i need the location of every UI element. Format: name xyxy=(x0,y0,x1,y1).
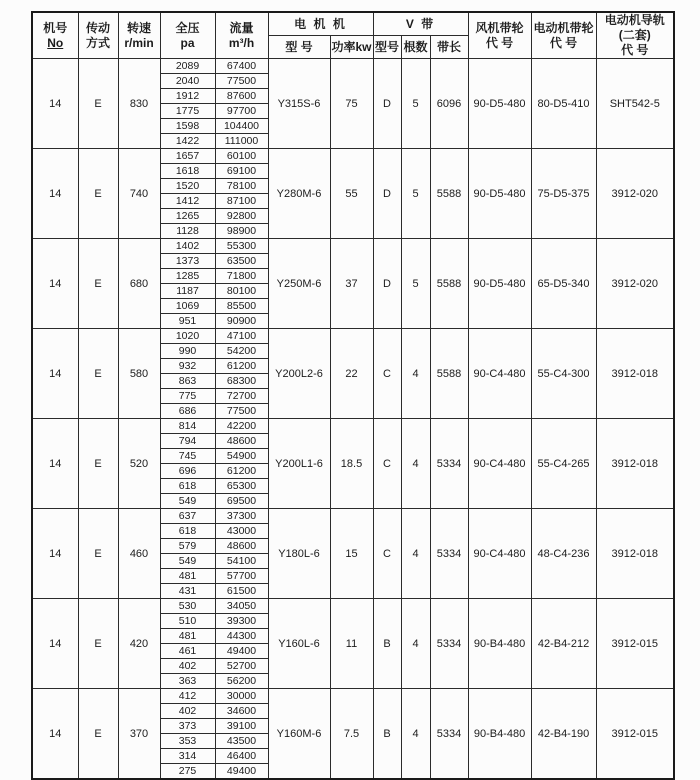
header-vbelt-group xyxy=(373,12,468,36)
cell-belt-model: B xyxy=(373,689,401,780)
header-motor-power xyxy=(330,36,373,59)
cell-machine-no: 14 xyxy=(32,689,78,780)
cell-belt-length: 5334 xyxy=(430,689,468,780)
cell-motor-power: 18.5 xyxy=(330,419,373,509)
cell-pressure: 2089 xyxy=(160,59,215,74)
cell-flow: 49400 xyxy=(215,644,268,659)
cell-flow: 77500 xyxy=(215,404,268,419)
header-line: (二套) xyxy=(618,28,651,42)
cell-motor-model: Y160M-6 xyxy=(268,689,330,780)
cell-flow: 57700 xyxy=(215,569,268,584)
cell-flow: 61200 xyxy=(215,359,268,374)
cell-motor-pulley-code: 42-B4-190 xyxy=(531,689,596,780)
cell-pressure: 990 xyxy=(160,344,215,359)
cell-rail-code: 3912-020 xyxy=(596,149,674,239)
cell-flow: 61500 xyxy=(215,584,268,599)
header-line: 电动机带轮 xyxy=(533,20,594,35)
cell-flow: 49400 xyxy=(215,764,268,780)
cell-pressure: 579 xyxy=(160,539,215,554)
cell-flow: 42200 xyxy=(215,419,268,434)
header-line: 电 机 机 xyxy=(294,16,347,31)
header-line: pa xyxy=(180,35,195,50)
cell-pressure: 1285 xyxy=(160,269,215,284)
header-line: 风机带轮 xyxy=(475,20,524,35)
header-belt-model xyxy=(373,36,401,59)
cell-flow: 48600 xyxy=(215,434,268,449)
cell-belt-count: 4 xyxy=(401,419,430,509)
cell-flow: 56200 xyxy=(215,674,268,689)
cell-pressure: 481 xyxy=(160,629,215,644)
cell-flow: 46400 xyxy=(215,749,268,764)
cell-machine-no: 14 xyxy=(32,599,78,689)
cell-flow: 43500 xyxy=(215,734,268,749)
cell-machine-no: 14 xyxy=(32,239,78,329)
cell-pressure: 637 xyxy=(160,509,215,524)
fan-motor-spec-table xyxy=(31,11,675,780)
cell-speed: 740 xyxy=(118,149,160,239)
cell-flow: 78100 xyxy=(215,179,268,194)
cell-flow: 68300 xyxy=(215,374,268,389)
cell-pressure: 745 xyxy=(160,449,215,464)
cell-motor-power: 37 xyxy=(330,239,373,329)
cell-flow: 55300 xyxy=(215,239,268,254)
cell-rail-code: SHT542-5 xyxy=(596,59,674,149)
table-row xyxy=(32,689,674,704)
cell-rail-code: 3912-015 xyxy=(596,689,674,780)
cell-fan-pulley-code: 90-D5-480 xyxy=(468,59,531,149)
cell-belt-length: 5588 xyxy=(430,329,468,419)
cell-pressure: 275 xyxy=(160,764,215,780)
cell-speed: 830 xyxy=(118,59,160,149)
cell-rail-code: 3912-015 xyxy=(596,599,674,689)
cell-speed: 420 xyxy=(118,599,160,689)
cell-belt-model: B xyxy=(373,599,401,689)
table-row xyxy=(32,149,674,164)
header-total-pressure xyxy=(160,12,215,59)
cell-pressure: 1520 xyxy=(160,179,215,194)
cell-rail-code: 3912-018 xyxy=(596,419,674,509)
header-fan-pulley-code xyxy=(468,12,531,59)
cell-pressure: 1912 xyxy=(160,89,215,104)
cell-flow: 69500 xyxy=(215,494,268,509)
cell-pressure: 314 xyxy=(160,749,215,764)
cell-pressure: 402 xyxy=(160,659,215,674)
cell-speed: 680 xyxy=(118,239,160,329)
cell-pressure: 951 xyxy=(160,314,215,329)
cell-rail-code: 3912-020 xyxy=(596,239,674,329)
header-belt-count xyxy=(401,36,430,59)
cell-motor-pulley-code: 65-D5-340 xyxy=(531,239,596,329)
cell-pressure: 2040 xyxy=(160,74,215,89)
cell-motor-model: Y280M-6 xyxy=(268,149,330,239)
cell-drive-type: E xyxy=(78,59,118,149)
cell-motor-pulley-code: 80-D5-410 xyxy=(531,59,596,149)
cell-pressure: 618 xyxy=(160,479,215,494)
cell-pressure: 373 xyxy=(160,719,215,734)
header-line: 机号 xyxy=(43,20,68,35)
cell-flow: 43000 xyxy=(215,524,268,539)
cell-motor-power: 11 xyxy=(330,599,373,689)
cell-motor-pulley-code: 42-B4-212 xyxy=(531,599,596,689)
cell-machine-no: 14 xyxy=(32,509,78,599)
cell-flow: 54200 xyxy=(215,344,268,359)
cell-flow: 47100 xyxy=(215,329,268,344)
cell-drive-type: E xyxy=(78,509,118,599)
cell-belt-count: 4 xyxy=(401,599,430,689)
cell-pressure: 1020 xyxy=(160,329,215,344)
cell-belt-model: C xyxy=(373,419,401,509)
header-line: 带长 xyxy=(437,39,462,54)
cell-pressure: 1775 xyxy=(160,104,215,119)
cell-motor-pulley-code: 55-C4-300 xyxy=(531,329,596,419)
cell-flow: 87100 xyxy=(215,194,268,209)
header-line: V 带 xyxy=(405,16,436,31)
cell-drive-type: E xyxy=(78,149,118,239)
cell-belt-count: 4 xyxy=(401,329,430,419)
header-line: 代 号 xyxy=(485,35,514,50)
cell-motor-model: Y160L-6 xyxy=(268,599,330,689)
cell-pressure: 431 xyxy=(160,584,215,599)
header-motor-pulley-code xyxy=(531,12,596,59)
cell-fan-pulley-code: 90-D5-480 xyxy=(468,239,531,329)
header-line: 传动 xyxy=(85,20,110,35)
cell-flow: 72700 xyxy=(215,389,268,404)
table-row xyxy=(32,59,674,74)
cell-belt-count: 5 xyxy=(401,149,430,239)
cell-flow: 69100 xyxy=(215,164,268,179)
table-row xyxy=(32,419,674,434)
cell-pressure: 402 xyxy=(160,704,215,719)
cell-pressure: 1598 xyxy=(160,119,215,134)
cell-belt-count: 5 xyxy=(401,59,430,149)
cell-fan-pulley-code: 90-B4-480 xyxy=(468,599,531,689)
cell-motor-power: 55 xyxy=(330,149,373,239)
header-motor-group xyxy=(268,12,373,36)
header-motor-model xyxy=(268,36,330,59)
cell-pressure: 1657 xyxy=(160,149,215,164)
cell-motor-pulley-code: 75-D5-375 xyxy=(531,149,596,239)
cell-flow: 39300 xyxy=(215,614,268,629)
cell-pressure: 863 xyxy=(160,374,215,389)
cell-machine-no: 14 xyxy=(32,149,78,239)
cell-flow: 80100 xyxy=(215,284,268,299)
cell-flow: 39100 xyxy=(215,719,268,734)
cell-motor-power: 22 xyxy=(330,329,373,419)
header-line: 型 号 xyxy=(285,39,313,54)
cell-motor-power: 75 xyxy=(330,59,373,149)
cell-pressure: 363 xyxy=(160,674,215,689)
cell-fan-pulley-code: 90-D5-480 xyxy=(468,149,531,239)
cell-motor-model: Y315S-6 xyxy=(268,59,330,149)
header-line: 转速 xyxy=(126,20,151,35)
cell-flow: 65300 xyxy=(215,479,268,494)
cell-rail-code: 3912-018 xyxy=(596,509,674,599)
cell-flow: 77500 xyxy=(215,74,268,89)
cell-flow: 54900 xyxy=(215,449,268,464)
cell-flow: 34600 xyxy=(215,704,268,719)
cell-speed: 460 xyxy=(118,509,160,599)
cell-belt-count: 5 xyxy=(401,239,430,329)
cell-drive-type: E xyxy=(78,419,118,509)
cell-motor-power: 15 xyxy=(330,509,373,599)
cell-flow: 97700 xyxy=(215,104,268,119)
cell-motor-model: Y250M-6 xyxy=(268,239,330,329)
cell-belt-length: 6096 xyxy=(430,59,468,149)
cell-pressure: 549 xyxy=(160,554,215,569)
cell-pressure: 1128 xyxy=(160,224,215,239)
cell-flow: 48600 xyxy=(215,539,268,554)
cell-flow: 104400 xyxy=(215,119,268,134)
cell-flow: 44300 xyxy=(215,629,268,644)
cell-flow: 98900 xyxy=(215,224,268,239)
cell-fan-pulley-code: 90-B4-480 xyxy=(468,689,531,780)
cell-fan-pulley-code: 90-C4-480 xyxy=(468,329,531,419)
cell-belt-model: D xyxy=(373,239,401,329)
cell-speed: 580 xyxy=(118,329,160,419)
cell-belt-model: D xyxy=(373,59,401,149)
cell-flow: 34050 xyxy=(215,599,268,614)
cell-motor-model: Y200L2-6 xyxy=(268,329,330,419)
table-row xyxy=(32,329,674,344)
cell-drive-type: E xyxy=(78,599,118,689)
cell-flow: 92800 xyxy=(215,209,268,224)
cell-flow: 71800 xyxy=(215,269,268,284)
cell-flow: 87600 xyxy=(215,89,268,104)
cell-speed: 520 xyxy=(118,419,160,509)
cell-belt-model: C xyxy=(373,329,401,419)
cell-pressure: 353 xyxy=(160,734,215,749)
cell-flow: 30000 xyxy=(215,689,268,704)
cell-motor-power: 7.5 xyxy=(330,689,373,780)
cell-motor-pulley-code: 55-C4-265 xyxy=(531,419,596,509)
header-flow-rate xyxy=(215,12,268,59)
cell-pressure: 696 xyxy=(160,464,215,479)
cell-flow: 111000 xyxy=(215,134,268,149)
table-row xyxy=(32,239,674,254)
cell-pressure: 1412 xyxy=(160,194,215,209)
cell-flow: 60100 xyxy=(215,149,268,164)
table-row xyxy=(32,509,674,524)
table-row xyxy=(32,599,674,614)
cell-pressure: 461 xyxy=(160,644,215,659)
cell-pressure: 814 xyxy=(160,419,215,434)
cell-fan-pulley-code: 90-C4-480 xyxy=(468,419,531,509)
table-header xyxy=(32,12,674,59)
cell-belt-model: C xyxy=(373,509,401,599)
header-motor-rail-code xyxy=(596,12,674,59)
cell-pressure: 1402 xyxy=(160,239,215,254)
cell-belt-length: 5334 xyxy=(430,599,468,689)
cell-speed: 370 xyxy=(118,689,160,780)
cell-belt-length: 5588 xyxy=(430,239,468,329)
table-body xyxy=(32,59,674,780)
cell-motor-model: Y200L1-6 xyxy=(268,419,330,509)
cell-drive-type: E xyxy=(78,689,118,780)
cell-belt-count: 4 xyxy=(401,509,430,599)
cell-motor-pulley-code: 48-C4-236 xyxy=(531,509,596,599)
cell-pressure: 1265 xyxy=(160,209,215,224)
cell-flow: 63500 xyxy=(215,254,268,269)
cell-pressure: 530 xyxy=(160,599,215,614)
header-line: 根数 xyxy=(403,39,428,54)
cell-pressure: 932 xyxy=(160,359,215,374)
header-line: r/min xyxy=(124,35,154,50)
cell-motor-model: Y180L-6 xyxy=(268,509,330,599)
cell-pressure: 412 xyxy=(160,689,215,704)
header-line: 全压 xyxy=(175,20,200,35)
cell-flow: 52700 xyxy=(215,659,268,674)
cell-pressure: 686 xyxy=(160,404,215,419)
header-line: 方式 xyxy=(85,35,110,50)
header-drive-type xyxy=(78,12,118,59)
header-line: 电动机导轨 xyxy=(604,13,665,27)
cell-pressure: 618 xyxy=(160,524,215,539)
cell-flow: 61200 xyxy=(215,464,268,479)
cell-pressure: 1373 xyxy=(160,254,215,269)
cell-belt-count: 4 xyxy=(401,689,430,780)
cell-machine-no: 14 xyxy=(32,59,78,149)
cell-pressure: 481 xyxy=(160,569,215,584)
cell-flow: 90900 xyxy=(215,314,268,329)
header-line: 流量 xyxy=(229,20,254,35)
cell-pressure: 775 xyxy=(160,389,215,404)
cell-pressure: 510 xyxy=(160,614,215,629)
cell-belt-model: D xyxy=(373,149,401,239)
header-line: 功率kw xyxy=(331,39,372,54)
header-line: m³/h xyxy=(228,35,255,50)
header-line: 代 号 xyxy=(621,43,649,57)
cell-drive-type: E xyxy=(78,329,118,419)
cell-belt-length: 5588 xyxy=(430,149,468,239)
cell-machine-no: 14 xyxy=(32,419,78,509)
header-speed xyxy=(118,12,160,59)
cell-flow: 85500 xyxy=(215,299,268,314)
header-line: 代 号 xyxy=(549,35,578,50)
cell-pressure: 1422 xyxy=(160,134,215,149)
cell-pressure: 549 xyxy=(160,494,215,509)
cell-machine-no: 14 xyxy=(32,329,78,419)
cell-fan-pulley-code: 90-C4-480 xyxy=(468,509,531,599)
cell-pressure: 1187 xyxy=(160,284,215,299)
cell-belt-length: 5334 xyxy=(430,419,468,509)
header-line: 型号 xyxy=(375,39,400,54)
cell-rail-code: 3912-018 xyxy=(596,329,674,419)
cell-flow: 37300 xyxy=(215,509,268,524)
cell-belt-length: 5334 xyxy=(430,509,468,599)
cell-drive-type: E xyxy=(78,239,118,329)
header-line: No xyxy=(47,35,64,50)
cell-pressure: 1618 xyxy=(160,164,215,179)
cell-pressure: 1069 xyxy=(160,299,215,314)
header-machine-no xyxy=(32,12,78,59)
cell-pressure: 794 xyxy=(160,434,215,449)
header-belt-length xyxy=(430,36,468,59)
cell-flow: 54100 xyxy=(215,554,268,569)
cell-flow: 67400 xyxy=(215,59,268,74)
